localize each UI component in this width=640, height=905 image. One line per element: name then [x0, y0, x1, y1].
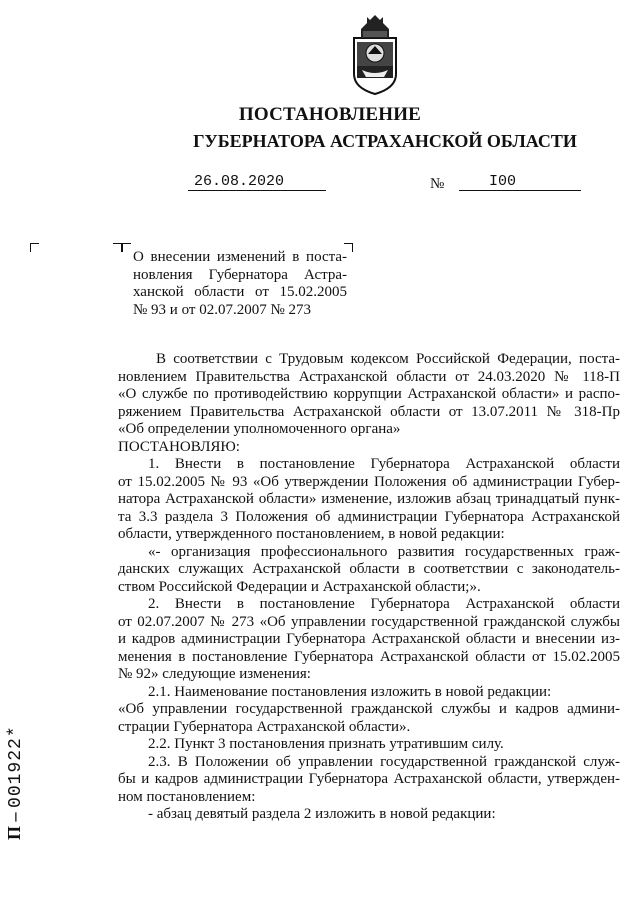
number-sign: №: [430, 176, 445, 192]
clause-2-3: [118, 754, 620, 807]
body-line: новлением Правительства Астраханской области от 24.03.2020 № 118-П: [118, 368, 620, 385]
clause-2-2: [118, 736, 620, 754]
subject-line: № 93 и от 02.07.2007 № 273: [133, 301, 312, 318]
subject-line: новления Губернатора Астра-: [133, 266, 347, 283]
body-line: «Об управлении государственной гражданской службы и кадров админи-: [118, 701, 620, 717]
body-line: менения в постановление Губернатора Астраханской области от 15.02.2005: [118, 648, 620, 665]
issuer-title: ГУБЕРНАТОРА АСТРАХАНСКОЙ ОБЛАСТИ: [193, 131, 577, 151]
clause-2-1: [118, 684, 620, 737]
subject-bracket-mark: [113, 243, 122, 252]
body-line: - абзац девятый раздела 2 изложить в новой редакции:: [148, 806, 496, 822]
margin-corner-mark: [30, 243, 39, 252]
preamble-paragraph: [118, 351, 620, 439]
body-line: бы и кадров администрации Губернатора Астраханской области, утвержден-: [118, 771, 620, 787]
clause-2: [118, 596, 620, 684]
body-line: «- организация профессионального развития государственных граж-: [148, 543, 620, 560]
body-line: 2. Внести в постановление Губернатора Астраханской области: [148, 596, 620, 612]
body-line: 2.1. Наименование постановления изложить в новой редакции:: [148, 683, 552, 700]
body-line: страции Губернатора Астраханской области».: [118, 718, 411, 735]
body-line: та 3.3 раздела 3 Положения об администрации Губернатора Астраханской: [118, 508, 620, 525]
document-subject: [133, 249, 347, 319]
resolve-heading: [118, 439, 620, 457]
clause-1-quote: [118, 544, 620, 597]
document-type-title: ПОСТАНОВЛЕНИЕ: [238, 104, 422, 125]
body-line: ряжением Правительства Астраханской области от 13.07.2011 № 318-Пр: [118, 403, 620, 420]
body-line: «О службе по противодействию коррупции Астраханской области» и распо-: [118, 386, 620, 402]
body-line: В соответствии с Трудовым кодексом Российской Федерации, поста-: [156, 351, 620, 367]
body-line: ном постановлением:: [118, 788, 256, 805]
body-line: 2.3. В Положении об управлении государственной гражданской служ-: [148, 753, 620, 770]
body-line: 2.2. Пункт 3 постановления признать утратившим силу.: [148, 736, 504, 752]
body-line: от 02.07.2007 № 273 «Об управлении государственной гражданской службы: [118, 613, 620, 630]
stamp-prefix: П –: [4, 812, 24, 840]
subject-line: О внесении изменений в поста-: [133, 249, 347, 265]
body-line: от 15.02.2005 № 93 «Об утверждении Положения об администрации Губер-: [118, 473, 620, 490]
stamp-code: 001922*: [6, 725, 26, 808]
body-line: ством Российской Федерации и Астраханской области;».: [118, 578, 481, 595]
clause-1: [118, 456, 620, 544]
registration-stamp: [4, 725, 26, 840]
body-line: «Об определении уполномоченного органа»: [118, 421, 401, 437]
document-date: 26.08.2020: [188, 173, 326, 191]
body-line: № 92» следующие изменения:: [118, 666, 311, 682]
body-line: области, утвержденного постановлением, в новой редакции:: [118, 526, 505, 542]
document-number: I00: [459, 173, 581, 191]
subject-line: ханской области от 15.02.2005: [133, 284, 347, 300]
body-line: 1. Внести в постановление Губернатора Астраханской области: [148, 456, 620, 472]
body-line: данских служащих Астраханской области в соответствии с законодатель-: [118, 561, 620, 577]
clause-2-3-item: [118, 806, 620, 824]
body-line: ПОСТАНОВЛЯЮ:: [118, 438, 240, 455]
astrakhan-coat-of-arms-icon: [348, 14, 402, 96]
body-line: натора Астраханской области» изменение, изложив абзац тринадцатый пунк-: [118, 491, 620, 507]
document-body: [118, 351, 620, 824]
body-line: и кадров администрации Губернатора Астраханской области и внесении из-: [118, 631, 620, 647]
subject-bracket-mark: [122, 243, 131, 252]
